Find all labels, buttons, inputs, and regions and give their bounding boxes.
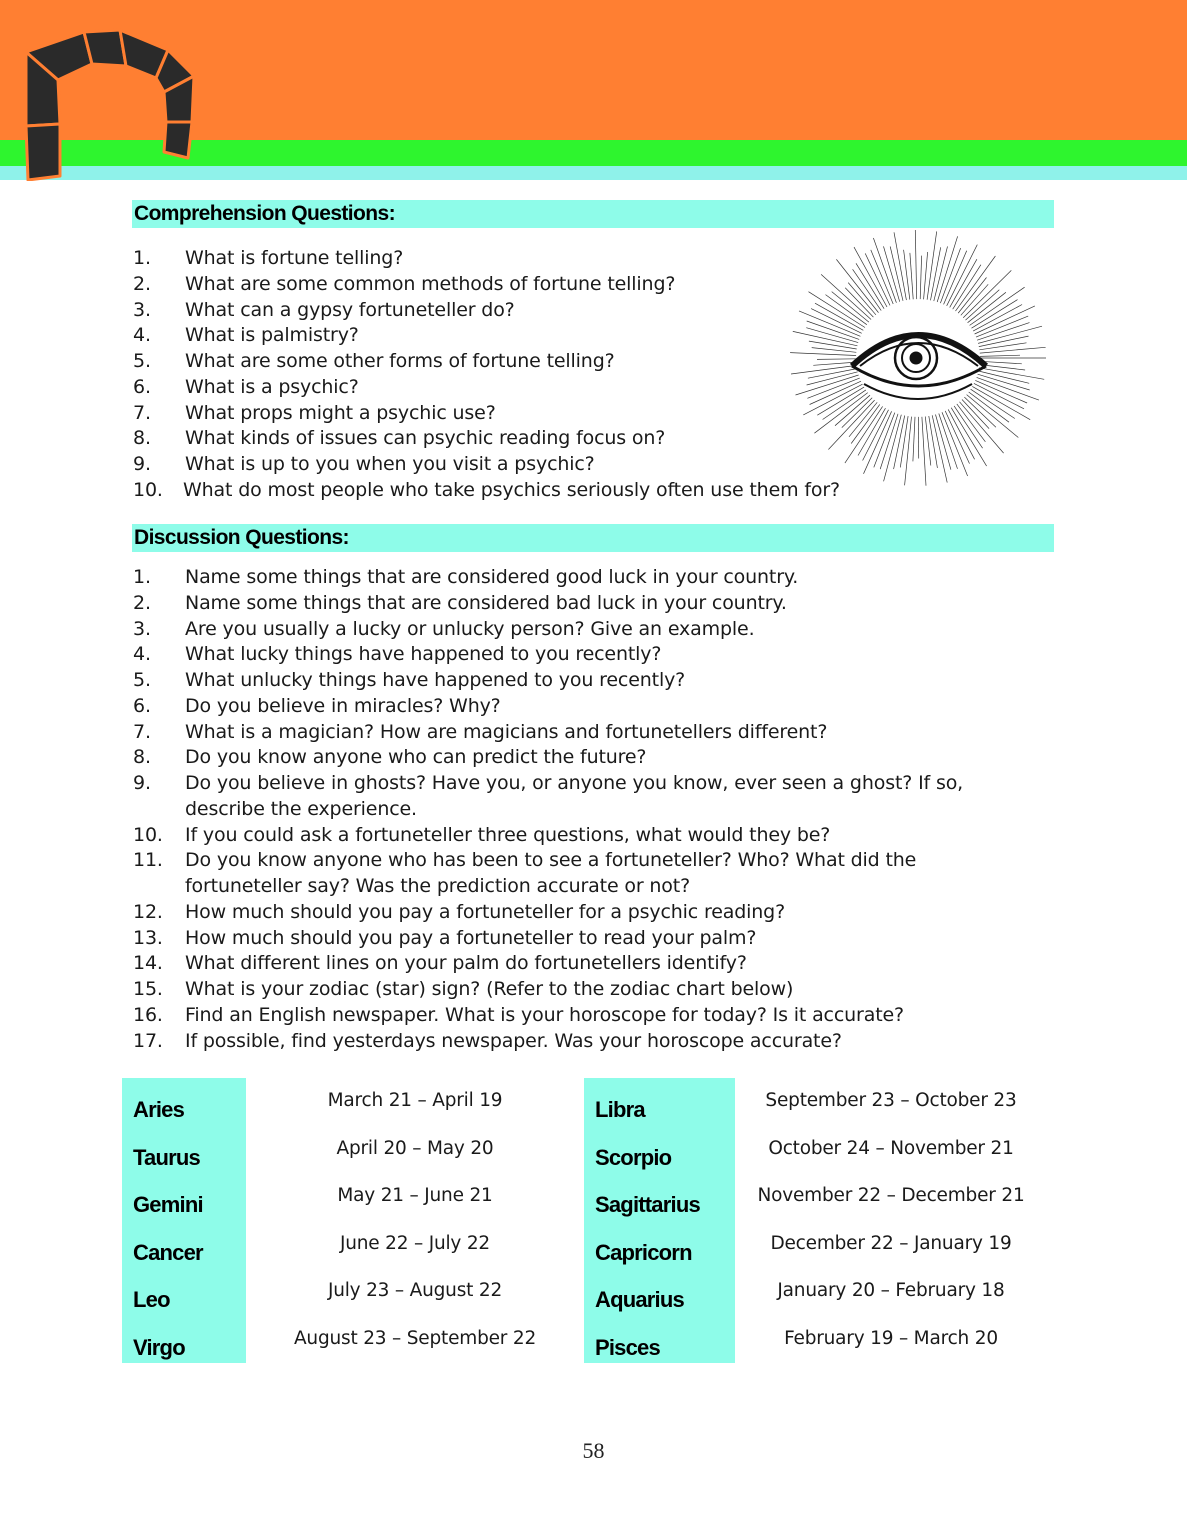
question-text: What do most people who take psychics seriously often use them for? <box>183 478 840 501</box>
question-number: 7. <box>133 401 151 424</box>
zodiac-date-range: December 22 – January 19 <box>770 1232 1012 1254</box>
question-text: What is your zodiac (star) sign? (Refer to the zodiac chart below) <box>185 978 794 1000</box>
discussion-question <box>133 848 963 900</box>
question-number: 14. <box>133 952 163 975</box>
zodiac-date-range: February 19 – March 20 <box>784 1328 998 1349</box>
zodiac-date-range: August 23 – September 22 <box>293 1328 537 1349</box>
discussion-question <box>133 1029 963 1055</box>
discussion-question <box>133 720 963 746</box>
question-number: 13. <box>133 926 163 949</box>
discussion-question <box>133 745 963 771</box>
zodiac-sign-name: Gemini <box>133 1192 203 1218</box>
question-text: If you could ask a fortuneteller three questions, what would they be? <box>185 823 831 846</box>
question-text: What different lines on your palm do fortunetellers identify? <box>185 952 747 975</box>
question-number: 10. <box>133 823 163 846</box>
page-number: 58 <box>582 1438 605 1463</box>
question-number: 10. <box>133 478 163 501</box>
question-number: 6. <box>133 375 151 398</box>
question-number: 6. <box>133 694 151 717</box>
question-text: Are you usually a lucky or unlucky person? Give an example. <box>185 617 755 640</box>
discussion-question <box>133 823 963 849</box>
zodiac-sign-name: Taurus <box>133 1144 200 1170</box>
comprehension-question <box>133 349 840 375</box>
question-text: Do you know anyone who can predict the future? <box>185 746 647 769</box>
question-text: What are some common methods of fortune telling? <box>185 272 676 295</box>
zodiac-sign-name: Virgo <box>133 1335 185 1360</box>
question-text: Do you know anyone who has been to see a fortuneteller? Who? What did the <box>185 849 917 872</box>
question-number: 1. <box>133 566 151 588</box>
question-text: What can a gypsy fortuneteller do? <box>185 298 515 321</box>
zodiac-date-range: November 22 – December 21 <box>757 1185 1025 1207</box>
question-number: 3. <box>133 298 151 321</box>
zodiac-sign-name: Cancer <box>133 1239 203 1265</box>
question-number: 4. <box>133 643 151 666</box>
zodiac-date-range: June 22 – July 22 <box>339 1232 490 1254</box>
comprehension-question-list <box>133 246 840 504</box>
discussion-question <box>133 951 963 977</box>
question-text: What is a magician? How are magicians and fortunetellers different? <box>185 720 828 743</box>
question-number: 15. <box>133 978 163 1000</box>
question-text: How much should you pay a fortuneteller to read your palm? <box>185 926 757 949</box>
discussion-question <box>133 617 963 643</box>
discussion-question <box>133 926 963 952</box>
comprehension-question <box>133 478 840 504</box>
discussion-question <box>133 771 963 823</box>
zodiac-sign-name: Sagittarius <box>595 1192 700 1218</box>
discussion-heading: Discussion Questions: <box>132 524 1054 552</box>
zodiac-date-range: July 23 – August 22 <box>327 1280 503 1302</box>
all-seeing-eye-icon <box>790 228 1050 493</box>
question-text: What is fortune telling? <box>185 247 404 269</box>
question-text: fortuneteller say? Was the prediction accurate or not? <box>185 875 691 897</box>
comprehension-question <box>133 298 840 324</box>
question-text: If possible, find yesterdays newspaper. Was your horoscope accurate? <box>185 1029 842 1052</box>
question-number: 9. <box>133 453 151 475</box>
question-text: What lucky things have happened to you recently? <box>185 643 662 666</box>
zodiac-sign-name: Libra <box>595 1097 645 1122</box>
question-text: How much should you pay a fortuneteller for a psychic reading? <box>185 900 786 923</box>
question-text: What unlucky things have happened to you recently? <box>185 669 686 691</box>
comprehension-question <box>133 246 840 272</box>
zodiac-sign-name: Aries <box>133 1097 185 1122</box>
comprehension-question <box>133 426 840 452</box>
question-number: 16. <box>133 1003 163 1026</box>
question-number: 5. <box>133 350 151 372</box>
discussion-question <box>133 642 963 668</box>
question-text: Name some things that are considered bad luck in your country. <box>185 591 787 614</box>
question-text: Find an English newspaper. What is your horoscope for today? Is it accurate? <box>185 1003 904 1026</box>
question-number: 11. <box>133 849 163 872</box>
zodiac-date-range: October 24 – November 21 <box>768 1137 1014 1159</box>
question-number: 2. <box>133 591 151 614</box>
comprehension-question <box>133 323 840 349</box>
question-number: 12. <box>133 900 163 923</box>
question-number: 9. <box>133 772 151 794</box>
discussion-question <box>133 694 963 720</box>
question-number: 5. <box>133 669 151 691</box>
zodiac-date-range: April 20 – May 20 <box>336 1137 494 1159</box>
discussion-question <box>133 977 963 1003</box>
comprehension-question <box>133 401 840 427</box>
question-text: Name some things that are considered good luck in your country. <box>185 566 799 588</box>
question-text: What kinds of issues can psychic reading focus on? <box>185 427 666 450</box>
zodiac-sign-name: Scorpio <box>595 1144 672 1170</box>
question-number: 17. <box>133 1029 163 1052</box>
question-text: What is up to you when you visit a psychic? <box>185 453 595 475</box>
zodiac-sign-name: Capricorn <box>595 1239 692 1265</box>
question-number: 2. <box>133 272 151 295</box>
question-number: 1. <box>133 247 151 269</box>
comprehension-heading: Comprehension Questions: <box>132 200 1054 228</box>
comprehension-question <box>133 375 840 401</box>
question-number: 8. <box>133 427 151 450</box>
zodiac-sign-name: Aquarius <box>595 1287 684 1313</box>
zodiac-date-range: September 23 – October 23 <box>765 1090 1017 1111</box>
question-text: What are some other forms of fortune telling? <box>185 350 615 372</box>
discussion-question <box>133 900 963 926</box>
question-text: What is a psychic? <box>185 375 359 398</box>
question-number: 3. <box>133 617 151 640</box>
zodiac-date-range: March 21 – April 19 <box>327 1090 503 1111</box>
question-text: Do you believe in miracles? Why? <box>185 694 501 717</box>
zodiac-sign-name: Pisces <box>595 1335 660 1360</box>
discussion-question <box>133 1003 963 1029</box>
question-text: Do you believe in ghosts? Have you, or anyone you know, ever seen a ghost? If so, <box>185 772 964 794</box>
question-text: What props might a psychic use? <box>185 401 496 424</box>
discussion-question <box>133 668 963 694</box>
question-text: What is palmistry? <box>185 324 359 347</box>
question-number: 4. <box>133 324 151 347</box>
question-number: 7. <box>133 720 151 743</box>
zodiac-date-range: May 21 – June 21 <box>337 1185 493 1207</box>
zodiac-date-range: January 20 – February 18 <box>777 1280 1005 1302</box>
arch-logo-icon <box>22 26 197 181</box>
zodiac-sign-name: Leo <box>133 1287 170 1313</box>
comprehension-question <box>133 272 840 298</box>
question-number: 8. <box>133 746 151 769</box>
discussion-question <box>133 565 963 591</box>
discussion-question <box>133 591 963 617</box>
question-text: describe the experience. <box>185 797 417 820</box>
comprehension-question <box>133 452 840 478</box>
discussion-question-list <box>133 565 963 1054</box>
